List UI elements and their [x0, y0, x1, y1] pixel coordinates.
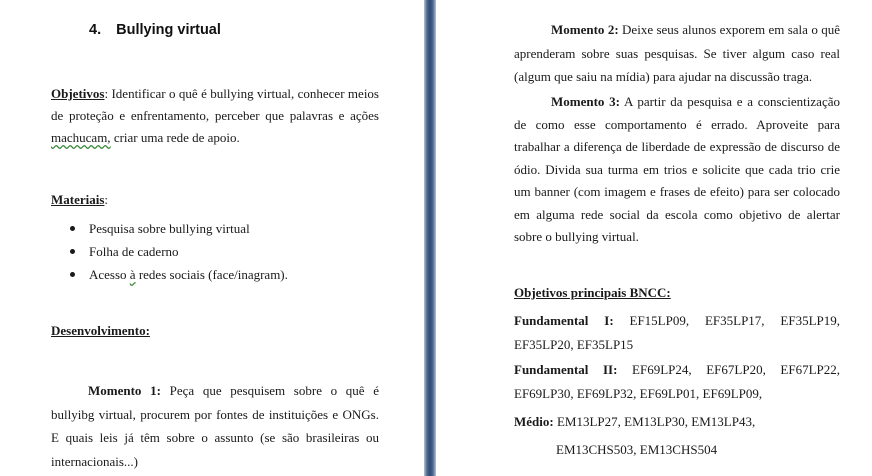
spellcheck-flagged-word[interactable]: machucam, — [51, 130, 111, 145]
desenvolvimento-label: Desenvolvimento: — [51, 323, 150, 338]
fund1-codes: EF15LP09, EF35LP17, EF35LP19, EF35LP20, EF35LP15 — [514, 313, 840, 352]
momento1-label: Momento 1: — [88, 383, 161, 398]
objetivos-text: : Identificar o quê é bullying virtual, conhecer meios de proteção e enfrentamento, perceber que palavras e ações — [51, 86, 379, 123]
bncc-medio-continued[interactable] — [556, 439, 717, 461]
bncc-fundamental-1[interactable] — [514, 309, 840, 357]
medio-label: Médio: — [514, 414, 554, 429]
bncc-medio[interactable] — [514, 411, 840, 433]
list-item[interactable]: Folha de caderno — [70, 240, 288, 263]
fund1-label: Fundamental I: — [514, 313, 614, 328]
objetivos-label: Objetivos — [51, 86, 105, 101]
list-item-text-end: redes sociais (face/inagram). — [135, 267, 288, 282]
momento2-label: Momento 2: — [551, 22, 619, 37]
materiais-heading — [51, 189, 108, 211]
medio-codes-continued: EM13CHS503, EM13CHS504 — [556, 442, 718, 457]
list-item[interactable]: Pesquisa sobre bullying virtual — [70, 217, 288, 240]
momento2-paragraph[interactable] — [514, 18, 840, 89]
bncc-title: Objetivos principais BNCC: — [514, 285, 671, 300]
medio-codes: EM13LP27, EM13LP30, EM13LP43, — [553, 414, 756, 429]
fund2-label: Fundamental II: — [514, 362, 618, 377]
bncc-fundamental-2[interactable] — [514, 358, 840, 406]
objetivos-text-end: criar uma rede de apoio. — [110, 130, 240, 145]
list-item[interactable] — [70, 263, 288, 286]
materiais-label: Materiais — [51, 192, 105, 207]
momento2-text: Deixe seus alunos exporem em sala o quê aprenderam sobre suas pesquisas. Se tiver algum caso real (algum que saiu na mídia) para ajudar na discussão traga. — [514, 22, 840, 84]
spellcheck-flagged-word[interactable]: à — [129, 267, 136, 282]
momento3-label: Momento 3: — [551, 94, 620, 109]
page-gutter — [424, 0, 436, 476]
bncc-heading — [514, 282, 671, 304]
list-item-text: Acesso — [89, 267, 130, 282]
section-title: Bullying virtual — [116, 22, 221, 38]
momento1-paragraph[interactable] — [51, 379, 379, 473]
objetivos-paragraph[interactable] — [51, 83, 379, 149]
desenvolvimento-heading — [51, 320, 150, 342]
section-number: 4. — [89, 22, 102, 38]
section-heading — [89, 19, 221, 41]
materiais-list — [70, 217, 288, 286]
materiais-colon: : — [104, 192, 109, 207]
momento1-text: Peça que pesquisem sobre o quê é bullyibg virtual, procurem por fontes de instituições e ONGs. E quais leis já têm sobre o assunto (se são brasileiras ou internacionais...) — [51, 383, 380, 469]
momento3-paragraph[interactable] — [514, 91, 840, 249]
fund2-codes: EF69LP24, EF67LP20, EF67LP22, EF69LP30, EF69LP32, EF69LP01, EF69LP09, — [514, 362, 840, 401]
momento3-text: A partir da pesquisa e a conscientização de como esse comportamento é errado. Aproveite para trabalhar a diferença de liberdade de expressão de discurso de ódio. Divida sua turma em trios e solicite que cada trio crie um banner (com imagem e frases de efeito) para ser colocado em alguma rede social da escola como objetivo de alertar sobre o bullying virtual. — [514, 94, 840, 244]
document-page-left — [0, 0, 424, 476]
document-page-right — [436, 0, 872, 476]
